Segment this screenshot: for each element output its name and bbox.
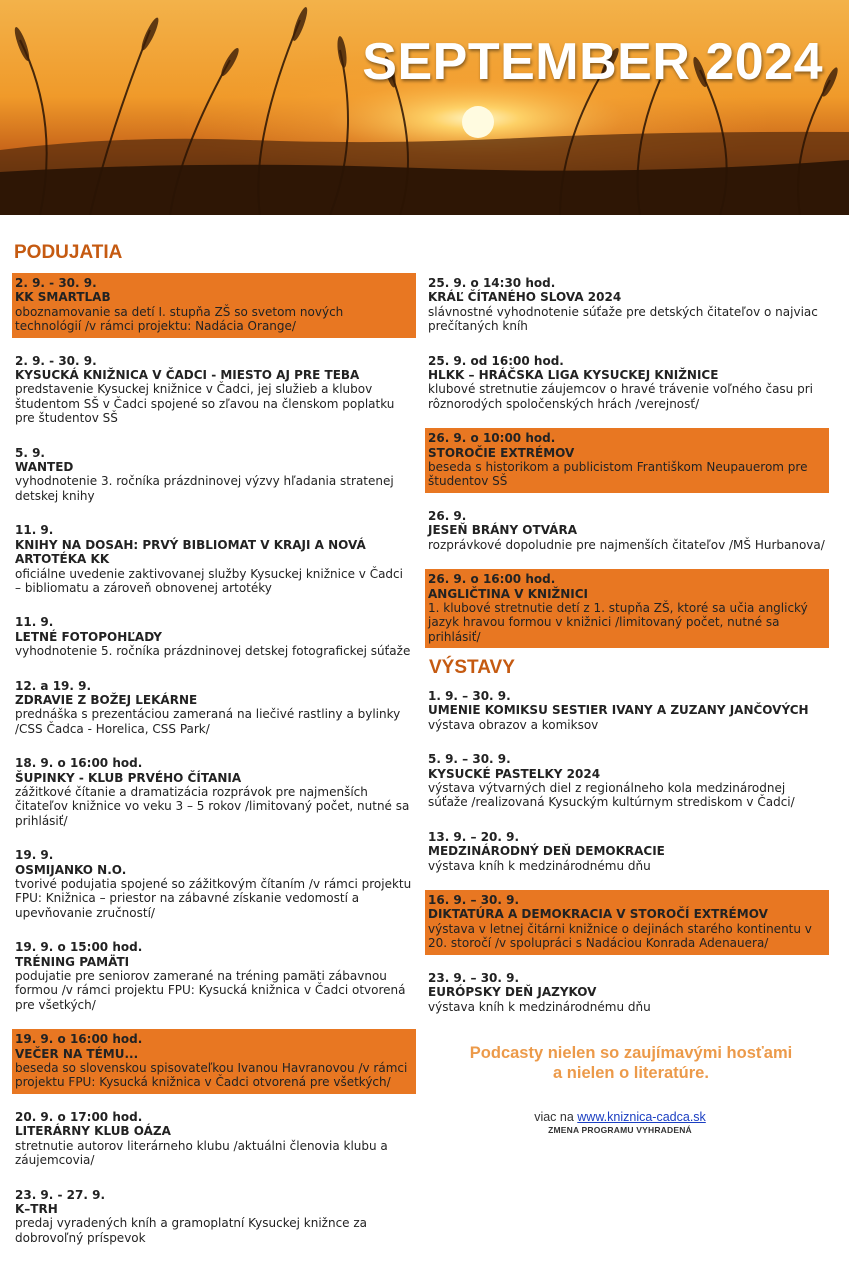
event-name: STOROČIE EXTRÉMOV — [428, 445, 575, 460]
event-date: 19. 9. o 16:00 hod. — [15, 1032, 143, 1047]
event-item — [12, 520, 416, 599]
event-date: 5. 9. — [15, 445, 45, 460]
event-description: výstava v letnej čitárni knižnice o dejinách starého kontinentu v 20. storočí /v spolupráci s Nadáciou Konrada Adenauera/ — [428, 921, 812, 951]
event-description: stretnutie autorov literárneho klubu /aktuálni členovia klubu a záujemcovia/ — [15, 1138, 388, 1168]
event-item — [12, 273, 416, 338]
event-name: KRÁĽ ČÍTANÉHO SLOVA 2024 — [428, 290, 622, 305]
event-date: 23. 9. - 27. 9. — [15, 1187, 106, 1202]
event-item — [12, 1107, 416, 1172]
event-date: 25. 9. o 14:30 hod. — [428, 276, 556, 290]
event-description: vyhodnotenie 5. ročníka prázdninovej detskej fotografickej súťaže — [15, 644, 411, 659]
event-item — [12, 612, 416, 662]
event-description: slávnostné vyhodnotenie súťaže pre detských čitateľov o najviac prečítaných kníh — [428, 304, 818, 334]
page-title: SEPTEMBER 2024 — [362, 33, 823, 91]
events-list-left — [12, 273, 416, 1262]
event-name: HLKK – HRÁČSKA LIGA KYSUCKEJ KNIŽNICE — [428, 368, 719, 383]
footer-via-label: viac na — [534, 1110, 574, 1124]
event-name: EURÓPSKY DEŇ JAZYKOV — [428, 985, 597, 1000]
exhibition-item — [425, 686, 829, 736]
event-name: DIKTATÚRA A DEMOKRACIA V STOROČÍ EXTRÉMOV — [428, 907, 768, 922]
event-date: 1. 9. – 30. 9. — [428, 689, 511, 703]
event-name: LITERÁRNY KLUB OÁZA — [15, 1124, 171, 1139]
exhibition-item — [425, 749, 829, 814]
event-description: oboznamovanie sa detí I. stupňa ZŠ so svetom nových technológií /v rámci projektu: Nadácia Orange/ — [15, 304, 344, 334]
event-description: predaj vyradených kníh a gramoplatní Kysuckej knižnce za dobrovoľný príspevok — [15, 1216, 368, 1245]
event-item — [12, 937, 416, 1016]
event-description: výstava kníh k medzinárodnému dňu — [428, 999, 651, 1014]
event-date: 25. 9. od 16:00 hod. — [428, 353, 564, 368]
event-name: ZDRAVIE Z BOŽEJ LEKÁRNE — [15, 692, 198, 707]
exhibitions-list — [425, 686, 829, 1031]
event-date: 13. 9. – 20. 9. — [428, 829, 520, 844]
event-name: TRÉNING PAMÄTI — [15, 954, 130, 969]
event-name: KNIHY NA DOSAH: PRVÝ BIBLIOMAT V KRAJI A NOVÁ ARTOTÉKA KK — [15, 537, 366, 567]
event-date: 2. 9. - 30. 9. — [15, 353, 97, 368]
event-date: 26. 9. o 10:00 hod. — [428, 431, 556, 446]
podcast-line-1: Podcasty nielen so zaujímavými hosťami — [469, 1044, 793, 1062]
footer — [500, 1110, 740, 1135]
section-title-vystavy: VÝSTAVY — [429, 657, 515, 678]
footer-note: ZMENA PROGRAMU VYHRADENÁ — [548, 1125, 692, 1135]
event-description: beseda so slovenskou spisovateľkou Ivanou Havranovou /v rámci projektu FPU: Kysucká knižnica v Čadci otvorená pre všetkých/ — [15, 1061, 408, 1090]
exhibition-item — [425, 827, 829, 877]
event-item — [425, 428, 829, 493]
event-date: 19. 9. o 15:00 hod. — [15, 940, 143, 955]
event-item — [425, 273, 829, 338]
event-description: výstava kníh k medzinárodnému dňu — [428, 858, 651, 873]
event-name: ANGLIČTINA V KNIŽNICI — [428, 586, 589, 601]
event-description: tvorivé podujatia spojené so zážitkovým čítaním /v rámci projektu FPU: Knižnica – priestor na zábavné získanie vedomostí a upevňovanie zručností/ — [15, 877, 412, 920]
event-date: 2. 9. - 30. 9. — [15, 276, 97, 290]
exhibition-item — [425, 968, 829, 1018]
event-item — [12, 753, 416, 832]
event-name: ŠUPINKY - KLUB PRVÉHO ČÍTANIA — [15, 770, 242, 785]
event-item — [12, 845, 416, 924]
event-date: 20. 9. o 17:00 hod. — [15, 1109, 143, 1124]
event-name: OSMIJANKO N.O. — [15, 862, 127, 877]
event-description: predstavenie Kysuckej knižnice v Čadci, jej služieb a klubov študentom SŠ v Čadci spojené so zľavou na členskom poplatku pre študentov SŠ — [15, 382, 395, 426]
event-date: 12. a 19. 9. — [15, 678, 92, 693]
event-item — [425, 506, 829, 556]
event-name: VEČER NA TÉMU... — [15, 1046, 139, 1061]
event-description: podujatie pre seniorov zamerané na tréning pamäti zábavnou formou /v rámci projektu FPU: Kysucká knižnica v Čadci otvorená pre všetkých/ — [15, 969, 406, 1012]
event-item — [12, 443, 416, 508]
event-description: 1. klubové stretnutie detí z 1. stupňa ZŠ, ktoré sa učia anglický jazyk hravou formou v knižnici /limitovaný počet, nutné sa prihlásiť/ — [428, 600, 808, 644]
events-list-right — [425, 273, 829, 661]
event-date: 26. 9. — [428, 508, 467, 523]
event-name: KYSUCKÉ PASTELKY 2024 — [428, 766, 601, 781]
event-name: K–TRH — [15, 1201, 58, 1216]
event-description: vyhodnotenie 3. ročníka prázdninovej výzvy hľadania stratenej detskej knihy — [15, 474, 394, 503]
event-description: rozprávkové dopoludnie pre najmenších čitateľov /MŠ Hurbanova/ — [428, 537, 825, 552]
event-date: 23. 9. – 30. 9. — [428, 970, 520, 985]
event-name: MEDZINÁRODNÝ DEŇ DEMOKRACIE — [428, 844, 665, 859]
event-name: UMENIE KOMIKSU SESTIER IVANY A ZUZANY JANČOVÝCH — [428, 703, 809, 718]
event-description: zážitkové čítanie a dramatizácia rozprávok pre najmenších čitateľov knižnice vo veku 3 – 5 rokov /limitovaný počet, nutné sa prihlásiť/ — [15, 784, 410, 828]
event-description: výstava výtvarných diel z regionálneho kola medzinárodnej súťaže /realizovaná Kysuckým kultúrnym strediskom v Čadci/ — [428, 781, 795, 810]
podcast-line-2: a nielen o literatúre. — [553, 1064, 709, 1082]
footer-more-info — [500, 1110, 740, 1124]
event-description: beseda s historikom a publicistom Františkom Neupauerom pre študentov SŠ — [428, 460, 808, 489]
event-date: 16. 9. – 30. 9. — [428, 893, 520, 908]
event-name: KK SMARTLAB — [15, 290, 111, 305]
header-banner — [0, 0, 849, 215]
event-item — [12, 351, 416, 430]
event-item — [12, 1029, 416, 1094]
event-item — [12, 1185, 416, 1250]
podcast-promo — [425, 1043, 837, 1083]
event-name: KYSUCKÁ KNIŽNICA V ČADCI - MIESTO AJ PRE TEBA — [15, 368, 360, 383]
event-item — [425, 569, 829, 648]
event-date: 11. 9. — [15, 615, 54, 630]
website-link[interactable]: www.kniznica-cadca.sk — [577, 1110, 706, 1124]
event-date: 18. 9. o 16:00 hod. — [15, 756, 143, 771]
event-name: WANTED — [15, 460, 74, 475]
event-description: oficiálne uvedenie zaktivovanej služby Kysuckej knižnice v Čadci – bibliomatu a zároveň obnovenej artotéky — [15, 566, 403, 595]
event-date: 11. 9. — [15, 523, 54, 538]
event-description: výstava obrazov a komiksov — [428, 717, 599, 732]
event-item — [425, 351, 829, 416]
event-date: 19. 9. — [15, 848, 54, 863]
event-name: LETNÉ FOTOPOHĽADY — [15, 629, 162, 644]
event-description: prednáška s prezentáciou zameraná na liečivé rastliny a bylinky /CSS Čadca - Horelica, CSS Park/ — [15, 707, 401, 736]
event-name: JESEŇ BRÁNY OTVÁRA — [428, 523, 577, 538]
event-description: klubové stretnutie záujemcov o hravé trávenie voľného času pri rôznorodých spoločenských hrách /verejnosť/ — [428, 382, 813, 411]
exhibition-item — [425, 890, 829, 955]
section-title-podujatia: PODUJATIA — [14, 242, 123, 263]
event-item — [12, 676, 416, 741]
event-date: 26. 9. o 16:00 hod. — [428, 572, 556, 587]
event-date: 5. 9. – 30. 9. — [428, 752, 511, 767]
